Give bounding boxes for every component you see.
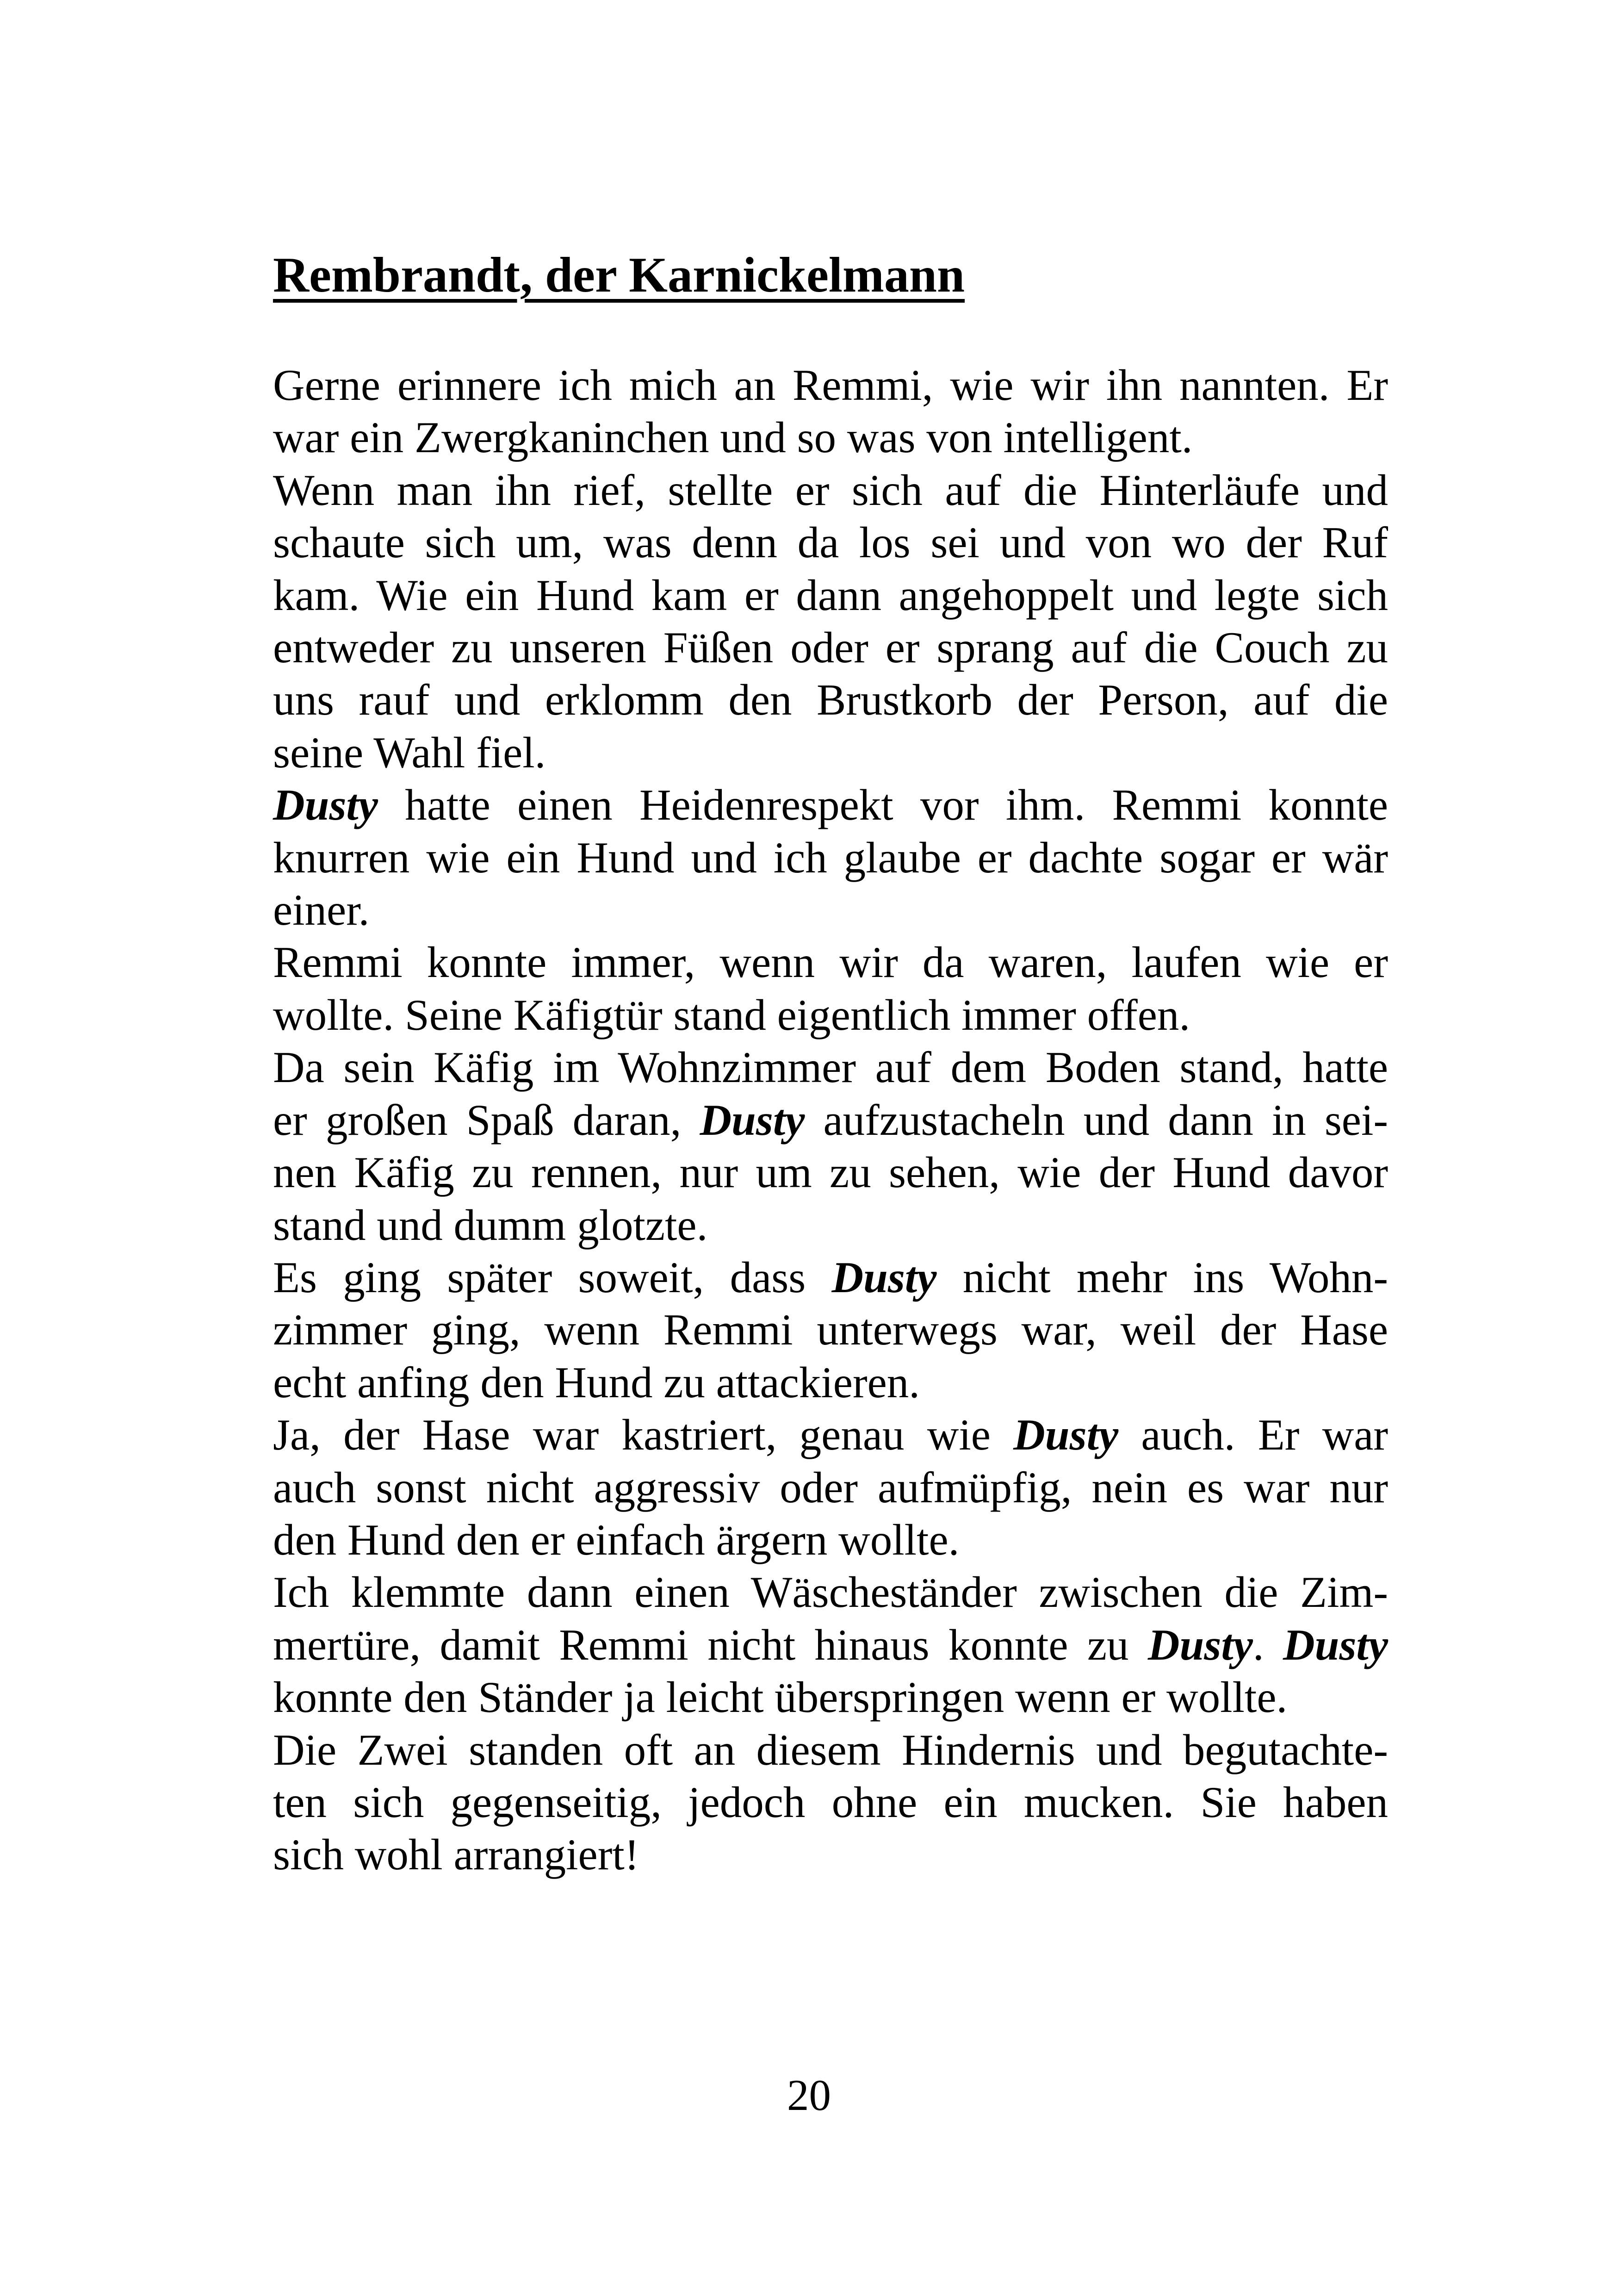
- text-segment: echt anfing den Hund zu attackieren.: [273, 1357, 920, 1407]
- text-line: [273, 1619, 1388, 1671]
- text-segment: Wenn man ihn rief, stellte er sich auf die Hinterläufe und: [273, 465, 1388, 515]
- dog-name: Dusty: [700, 1095, 805, 1145]
- text-segment: Remmi konnte immer, wenn wir da waren, laufen wie er: [273, 938, 1388, 987]
- dog-name: Dusty: [831, 1252, 937, 1302]
- text-segment: zimmer ging, wenn Remmi unterwegs war, weil der Hase: [273, 1305, 1388, 1355]
- text-segment: Ich klemmte dann einen Wäscheständer zwischen die Zim-: [273, 1568, 1388, 1617]
- text-segment: hatte einen Heidenrespekt vor ihm. Remmi konnte: [378, 780, 1388, 830]
- text-segment: ten sich gegenseitig, jedoch ohne ein mucken. Sie haben: [273, 1777, 1388, 1827]
- page-title: Rembrandt, der Karnickelmann: [273, 248, 965, 303]
- text-line: [273, 1514, 1388, 1566]
- text-line: [273, 1409, 1388, 1461]
- text-segment: knurren wie ein Hund und ich glaube er dachte sogar er wär: [273, 833, 1388, 882]
- text-line: [273, 1829, 1388, 1881]
- text-segment: Gerne erinnere ich mich an Remmi, wie wir ihn nannten. Er: [273, 361, 1388, 410]
- paragraph: [273, 359, 1388, 464]
- text-line: [273, 727, 1388, 779]
- text-line: [273, 359, 1388, 411]
- text-segment: Es ging später soweit, dass: [273, 1252, 832, 1302]
- dog-name: Dusty: [273, 780, 378, 830]
- text-line: [273, 1671, 1388, 1724]
- paragraph: [273, 1724, 1388, 1881]
- text-segment: seine Wahl fiel.: [273, 728, 546, 777]
- text-segment: Die Zwei standen oft an diesem Hindernis und begutachte-: [273, 1725, 1388, 1774]
- dog-name: Dusty: [1013, 1410, 1119, 1460]
- text-segment: Da sein Käfig im Wohnzimmer auf dem Boden stand, hatte: [273, 1043, 1388, 1092]
- text-segment: er großen Spaß daran,: [273, 1095, 700, 1145]
- text-line: [273, 411, 1388, 464]
- paragraph: [273, 1251, 1388, 1409]
- text-line: [273, 1462, 1388, 1514]
- text-segment: auch. Er war: [1118, 1410, 1388, 1460]
- text-line: [273, 884, 1388, 936]
- text-line: [273, 1094, 1388, 1146]
- paragraph: [273, 936, 1388, 1041]
- text-line: [273, 1041, 1388, 1094]
- page-number: 20: [787, 2071, 831, 2120]
- text-line: [273, 1146, 1388, 1199]
- text-segment: nen Käfig zu rennen, nur um zu sehen, wie der Hund davor: [273, 1148, 1388, 1197]
- text-segment: kam. Wie ein Hund kam er dann angehoppelt und legte sich: [273, 570, 1388, 620]
- text-segment: auch sonst nicht aggressiv oder aufmüpfig, nein es war nur: [273, 1462, 1388, 1512]
- text-segment: konnte den Ständer ja leicht überspringen wenn er wollte.: [273, 1673, 1288, 1722]
- text-line: [273, 1356, 1388, 1409]
- paragraph: [273, 1409, 1388, 1566]
- text-line: [273, 464, 1388, 516]
- text-segment: uns rauf und erklomm den Brustkorb der Person, auf die: [273, 675, 1388, 725]
- text-segment: war ein Zwergkaninchen und so was von intelligent.: [273, 413, 1193, 462]
- text-segment: Ja, der Hase war kastriert, genau wie: [273, 1410, 1014, 1460]
- text-segment: stand und dumm glotzte.: [273, 1200, 708, 1250]
- text-segment: aufzustacheln und dann in sei-: [805, 1095, 1388, 1145]
- text-line: [273, 1776, 1388, 1829]
- dog-name: Dusty: [1147, 1620, 1253, 1669]
- text-segment: wollte. Seine Käfigtür stand eigentlich immer offen.: [273, 990, 1190, 1039]
- text-line: [273, 569, 1388, 622]
- text-line: [273, 1304, 1388, 1356]
- body-text: [273, 359, 1388, 1881]
- text-segment: sich wohl arrangiert!: [273, 1830, 639, 1879]
- text-segment: entweder zu unseren Füßen oder er sprang auf die Couch zu: [273, 623, 1388, 672]
- text-line: [273, 779, 1388, 831]
- text-segment: nicht mehr ins Wohn-: [936, 1252, 1388, 1302]
- text-line: [273, 1724, 1388, 1776]
- text-segment: mertüre, damit Remmi nicht hinaus konnte zu: [273, 1620, 1148, 1669]
- text-line: [273, 516, 1388, 569]
- text-segment: schaute sich um, was denn da los sei und von wo der Ruf: [273, 518, 1388, 567]
- paragraph: [273, 1566, 1388, 1724]
- paragraph: [273, 779, 1388, 936]
- text-line: [273, 674, 1388, 726]
- text-line: [273, 936, 1388, 989]
- dog-name: Dusty: [1283, 1620, 1388, 1669]
- text-line: [273, 832, 1388, 884]
- text-line: [273, 989, 1388, 1041]
- paragraph: [273, 1041, 1388, 1251]
- text-line: [273, 1199, 1388, 1251]
- paragraph: [273, 464, 1388, 779]
- text-segment: .: [1252, 1620, 1283, 1669]
- text-line: [273, 1251, 1388, 1304]
- text-line: [273, 622, 1388, 674]
- text-segment: den Hund den er einfach ärgern wollte.: [273, 1515, 960, 1564]
- text-line: [273, 1566, 1388, 1618]
- text-segment: einer.: [273, 885, 370, 935]
